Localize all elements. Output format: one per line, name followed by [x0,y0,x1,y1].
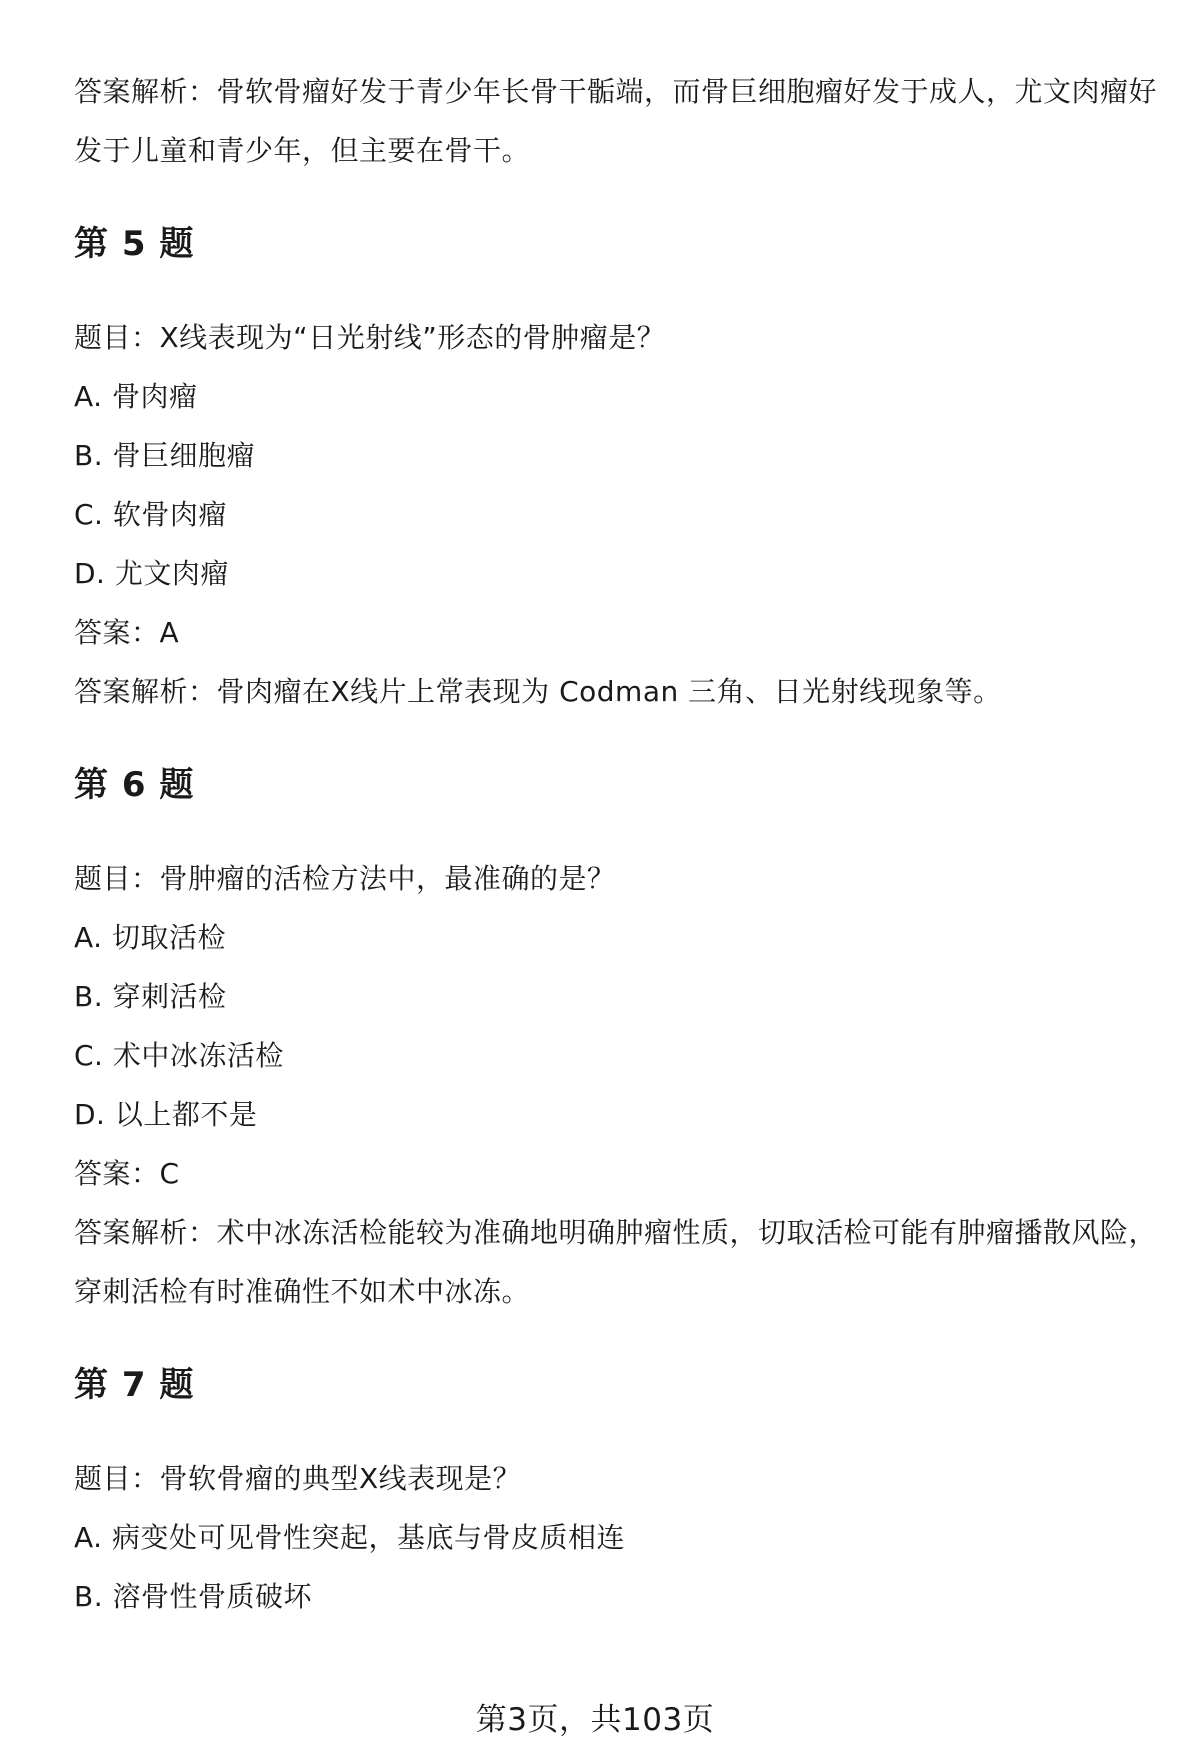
option-a: A. 病变处可见骨性突起，基底与骨皮质相连 [74,1521,625,1554]
explanation-text: 答案解析：骨肉瘤在X线片上常表现为 Codman 三角、日光射线现象等。 [74,675,1002,708]
option-b: B. 骨巨细胞瘤 [74,439,256,472]
option-c: C. 软骨肉瘤 [74,498,227,531]
page-number: 第3页，共103页 [475,1702,715,1738]
option-c: C. 术中冰冻活检 [74,1039,284,1072]
option-a: A. 骨肉瘤 [74,380,198,413]
option-a: A. 切取活检 [74,921,226,954]
question-heading: 第 6 题 [74,765,195,805]
explanation-text: 答案解析：骨软骨瘤好发于青少年长骨干骺端，而骨巨细胞瘤好发于成人，尤文肉瘤好发于儿童和青少年，但主要在骨干。 [74,75,1158,167]
document-page [74,62,1164,1626]
option-b: B. 穿刺活检 [74,980,227,1013]
question-text: 题目：骨肿瘤的活检方法中，最准确的是？ [74,862,616,895]
option-b: B. 溶骨性骨质破坏 [74,1580,313,1613]
option-d: D. 以上都不是 [74,1098,258,1131]
answer-text: 答案：C [74,1157,180,1190]
question-heading: 第 7 题 [74,1365,195,1405]
explanation-text: 答案解析：术中冰冻活检能较为准确地明确肿瘤性质，切取活检可能有肿瘤播散风险，穿刺活检有时准确性不如术中冰冻。 [74,1216,1158,1308]
answer-text: 答案：A [74,616,180,649]
question-text: 题目：X线表现为“日光射线”形态的骨肿瘤是？ [74,321,666,354]
option-d: D. 尤文肉瘤 [74,557,229,590]
question-heading: 第 5 题 [74,224,195,264]
question-text: 题目：骨软骨瘤的典型X线表现是？ [74,1462,522,1495]
